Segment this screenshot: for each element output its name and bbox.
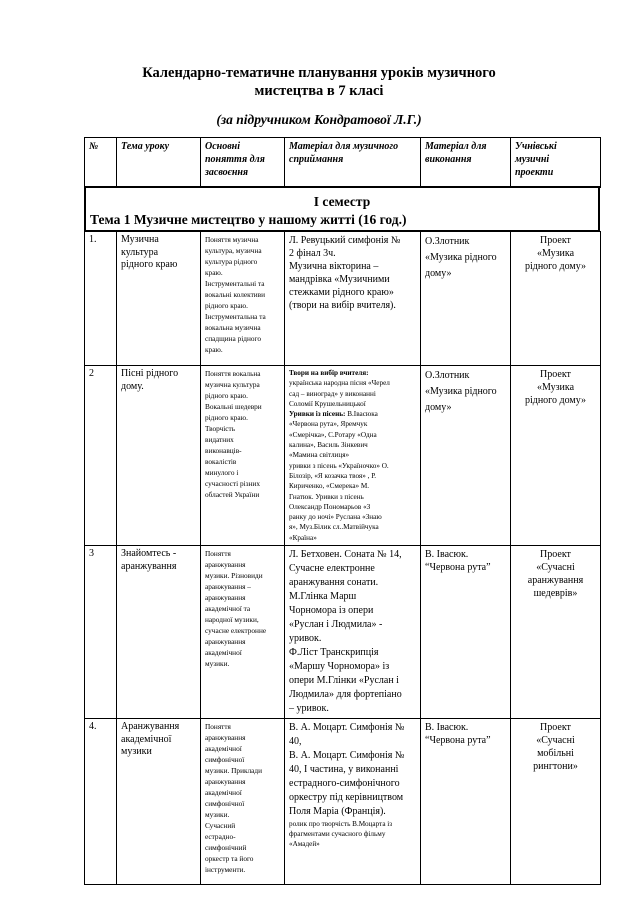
page-subtitle: (за підручником Кондратової Л.Г.) xyxy=(216,112,422,127)
row-project: Проект «Музика рідного дому» xyxy=(511,232,601,366)
row-number: 1. xyxy=(85,232,117,366)
header-performance: Матеріал для виконання xyxy=(421,138,511,188)
header-concepts: Основні поняття для засвоєння xyxy=(201,138,285,188)
listening-text: В. А. Моцарт. Симфонія № 40, В. А. Моцарт. Симфонія № 40, І частина, у виконанні естрадного-симфонічного оркестру під керівництвом Поля Маріа (Франція). xyxy=(289,722,405,818)
header-number: № xyxy=(85,138,117,188)
row-topic: Музична культура рідного краю xyxy=(117,232,201,366)
listening-subheading: Уривки із пісень: xyxy=(289,410,346,419)
page-title-line-2: мистецтва в 7 класі xyxy=(254,83,384,99)
row-project: Проект «Музика рідного дому» xyxy=(511,366,601,546)
table-row xyxy=(85,719,601,885)
table-row xyxy=(85,232,601,366)
row-number: 2 xyxy=(85,366,117,546)
row-listening xyxy=(285,366,421,546)
listening-small-text: ролик про творчість В.Моцарта із фрагментами сучасного фільму «Амадей» xyxy=(289,820,393,849)
listening-text-a: українська народна пісня «Черел сад – виноград» у виконанні Соломії Крушельницької xyxy=(289,379,390,408)
row-listening: Л. Ревуцький симфонія № 2 фінал 3ч. Музична вікторина – мандрівка «Музичними стежками рідного краю» (твори на вибір вчителя). xyxy=(285,232,421,366)
row-number: 3 xyxy=(85,546,117,719)
row-listening: Л. Бетховен. Соната № 14, Сучасне електронне аранжування сонати. М.Глінка Марш Чорномора із опери «Руслан і Людмила» - уривок. Ф.Ліст Транскрипція «Маршу Чорномора» із опери М.Глінки «Руслан і Людмила» для фортепіано – уривок. xyxy=(285,546,421,719)
listening-heading: Твори на вибір вчителя: xyxy=(289,369,369,377)
row-concepts: Поняття музична культура, музична культура рідного краю. Інструментальні та вокальні колективи рідного краю. Інструментальна та вокальна музична спадщина рідного краю. xyxy=(201,232,285,366)
row-topic: Знайомтесь - аранжування xyxy=(117,546,201,719)
row-project: Проект «Сучасні мобільні рингтони» xyxy=(511,719,601,885)
page-title-line-1: Календарно-тематичне планування уроків музичного xyxy=(142,65,496,81)
row-concepts: Поняття аранжування академічної симфонічної музики. Приклади аранжування академічної симфонічної музики. Сучасний естрадно- симфонічний оркестр та його інструменти. xyxy=(201,719,285,885)
table-header-row xyxy=(85,138,601,188)
header-topic: Тема уроку xyxy=(117,138,201,188)
row-topic: Аранжування академічної музики xyxy=(117,719,201,885)
row-number: 4. xyxy=(85,719,117,885)
row-listening xyxy=(285,719,421,885)
semester-section xyxy=(84,186,600,232)
row-performance: О.Злотник «Музика рідного дому» xyxy=(421,366,511,546)
row-performance: О.Злотник «Музика рідного дому» xyxy=(421,232,511,366)
semester-label: І семестр xyxy=(313,194,371,209)
listening-text-b: В.Івасюка «Червона рута», Яремчук «Смерічка», С.Ротару «Одна калина», Василь Зінкевич «Мамина світлиця» уривки з пісень «Україночко» О. Білозір, «Я козачка твоя» , Р. Кириченко, «Смерека» М. Гнатюк. Уривки з пісень Олександр Пономарьов «З ранку до ночі» Руслана «Знаю я», Муз.Білик сл..Матвійчука «Країна» xyxy=(289,410,389,542)
row-performance: В. Івасюк. “Червона рута” xyxy=(421,546,511,719)
theme-label: Тема 1 Музичне мистецтво у нашому житті (16 год.) xyxy=(90,212,407,227)
header-projects: Учнівські музичні проекти xyxy=(511,138,601,188)
table-row xyxy=(85,366,601,546)
header-listening: Матеріал для музичного сприймання xyxy=(285,138,421,188)
planning-table xyxy=(84,137,601,885)
row-topic: Пісні рідного дому. xyxy=(117,366,201,546)
row-performance: В. Івасюк. “Червона рута” xyxy=(421,719,511,885)
row-concepts: Поняття аранжування музики. Різновиди аранжування – аранжування академічної та народної музики, сучасне електронне аранжування академічної музики. xyxy=(201,546,285,719)
row-concepts: Поняття вокальна музична культура рідного краю. Вокальні шедеври рідного краю. Творчість видатних виконавців- вокалістів минулого і сучасності різних областей України xyxy=(201,366,285,546)
table-row xyxy=(85,546,601,719)
row-project: Проект «Сучасні аранжування шедеврів» xyxy=(511,546,601,719)
